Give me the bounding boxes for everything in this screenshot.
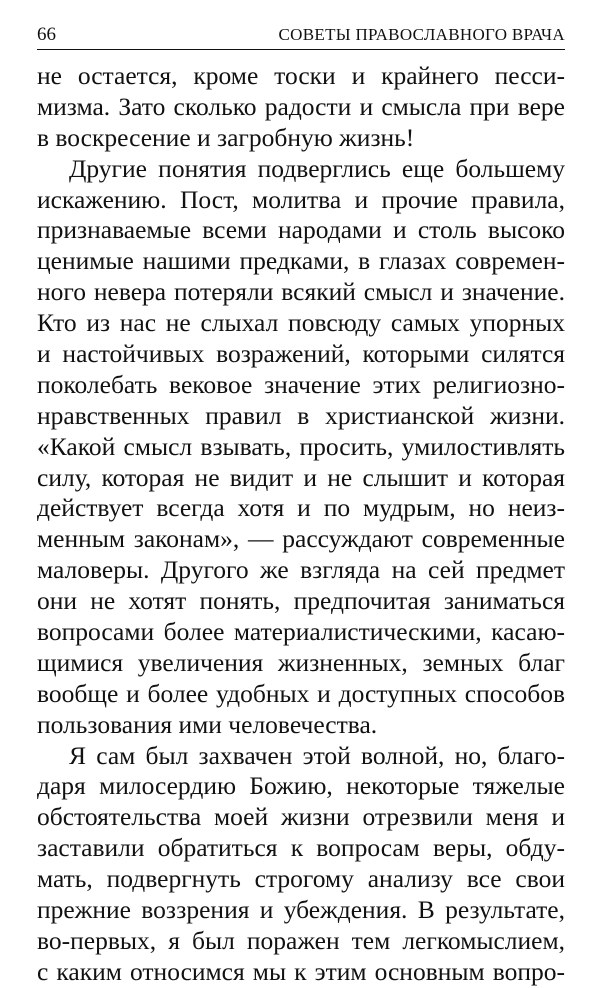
page-number: 66 [37,24,56,45]
text-line: с каким относимся мы к этим основным вопро- [37,956,565,986]
text-line: Я сам был захвачен этой волной, но, благо- [69,740,565,770]
text-line: пользования ими человечества. [37,709,378,739]
text-line: вопросами более материалистическими, касаю- [37,617,565,647]
text-line: нравственных правил в христианской жизни. [37,400,565,430]
text-line: ценимые нашими предками, в глазах современ- [37,246,565,276]
text-line: признаваемые всеми народами и столь высоко [37,215,565,245]
text-line: поколебать вековое значение этих религиозно- [37,369,565,399]
text-line: силу, которая не видит и не слышит и которая [37,462,565,492]
text-line: щимися увеличения жизненных, земных благ [37,647,565,677]
page-header [37,22,565,50]
text-line: мать, подвергнуть строгому анализу все свои [37,864,565,894]
text-line: действует всегда хотя и по мудрым, но неиз- [37,493,565,523]
running-title: СОВЕТЫ ПРАВОСЛАВНОГО ВРАЧА [278,25,565,44]
text-line: даря милосердию Божию, некоторые тяжелые [37,771,565,801]
text-line: обстоятельства моей жизни отрезвили меня и [37,802,565,832]
text-line: заставили обратиться к вопросам веры, обду- [37,833,565,863]
text-line: прежние воззрения и убеждения. В результате, [37,895,565,925]
text-line: мизма. Зато сколько радости и смысла при вере [37,91,565,121]
text-line: в воскресение и загробную жизнь! [37,122,415,152]
text-line: «Какой смысл взывать, просить, умилостивлять [37,431,565,461]
text-line: и настойчивых возражений, которыми силятся [37,339,565,369]
text-line: вообще и более удобных и доступных способов [37,678,565,708]
text-line: менным законам», — рассуждают современные [37,524,565,554]
text-line: маловеры. Другого же взгляда на сей предмет [37,555,565,585]
text-line: Другие понятия подверглись еще большему [69,153,565,183]
text-line: искажению. Пост, молитва и прочие правила, [37,184,565,214]
body-text [37,61,565,988]
text-line: Кто из нас не слыхал повсюду самых упорных [37,308,565,338]
text-line: не остается, кроме тоски и крайнего песси- [37,61,565,90]
text-line: они не хотят понять, предпочитая заниматься [37,586,565,616]
text-line: во-первых, я был поражен тем легкомыслием, [37,925,565,955]
text-line: ного невера потеряли всякий смысл и значение. [37,277,565,307]
